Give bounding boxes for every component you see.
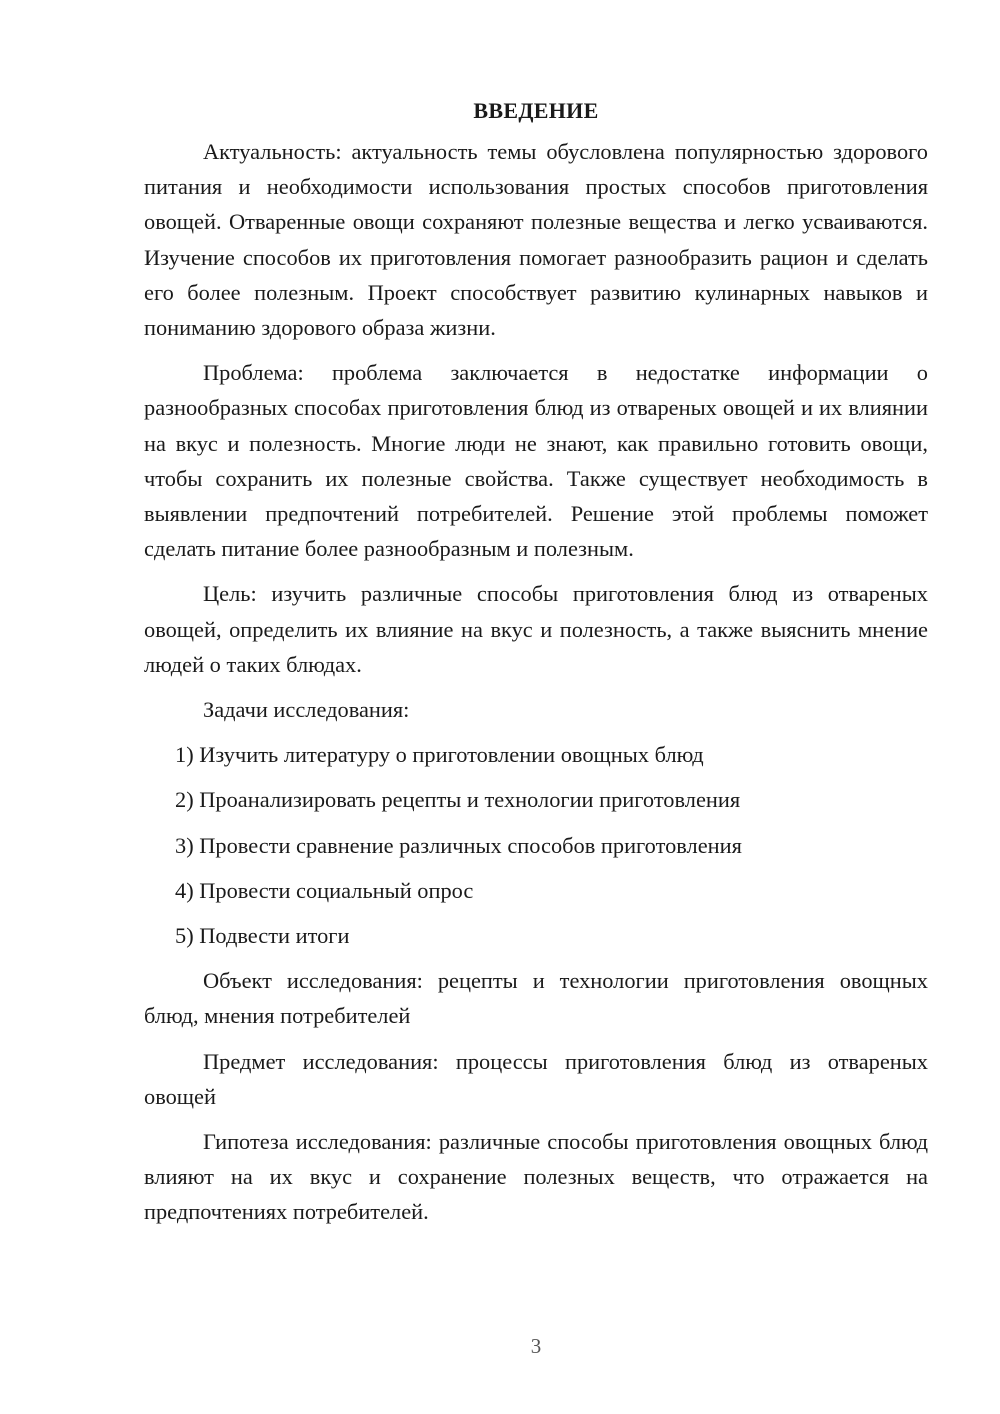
hypothesis-paragraph: Гипотеза исследования: различные способы приготовления овощных блюд влияют на их вкус и сохранение полезных веществ, что отражается на предпочтениях потребителей. [144, 1129, 928, 1225]
problem-paragraph: Проблема: проблема заключается в недостатке информации о разнообразных способах приготовления блюд из отвареных овощей и их влиянии на вкус и полезность. Многие люди не знают, как правильно готовить овощи, чтобы сохранить их полезные свойства. Также существует необходимость в выявлении предпочтений потребителей. Решение этой проблемы поможет сделать питание более разнообразным и полезным. [144, 360, 928, 562]
subject-paragraph: Предмет исследования: процессы приготовления блюд из отвареных овощей [144, 1048, 928, 1109]
tasks-heading: Задачи исследования: [203, 697, 410, 723]
task-item: 2) Проанализировать рецепты и технологии приготовления [175, 787, 741, 813]
document-page [144, 96, 928, 1240]
task-item: 4) Провести социальный опрос [175, 877, 474, 903]
task-item: 3) Провести сравнение различных способов приготовления [175, 832, 742, 858]
relevance-paragraph: Актуальность: актуальность темы обусловлена популярностью здорового питания и необходимости использования простых способов приготовления овощей. Отваренные овощи сохраняют полезные вещества и легко усваиваются. Изучение способов их приготовления помогает разнообразить рацион и сделать его более полезным. Проект способствует развитию кулинарных навыков и пониманию здорового образа жизни. [144, 139, 928, 341]
section-title: ВВЕДЕНИЕ [473, 98, 599, 123]
task-item: 5) Подвести итоги [175, 923, 350, 949]
page-number: 3 [530, 1334, 542, 1358]
object-paragraph: Объект исследования: рецепты и технологии приготовления овощных блюд, мнения потребителей [144, 968, 928, 1029]
tasks-list [144, 737, 928, 953]
task-item: 1) Изучить литературу о приготовлении овощных блюд [175, 742, 704, 768]
goal-paragraph: Цель: изучить различные способы приготовления блюд из отвареных овощей, определить их влияние на вкус и полезность, а также выяснить мнение людей о таких блюдах. [144, 581, 928, 677]
